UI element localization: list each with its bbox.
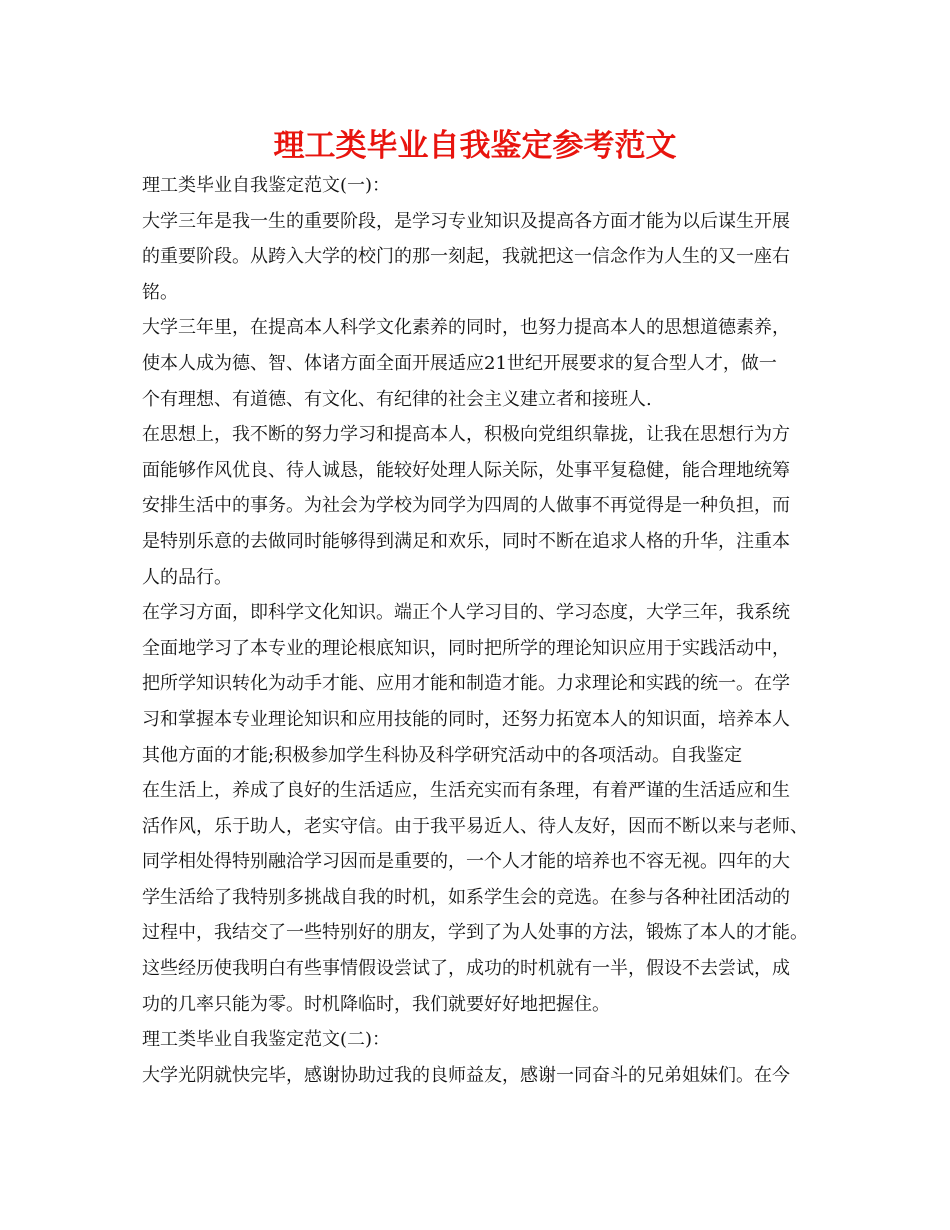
text-line: 全面地学习了本专业的理论根底知识，同时把所学的理论知识应用于实践活动中， (142, 637, 790, 659)
text-line: 学生活给了我特别多挑战自我的时机，如系学生会的竞选。在参与各种社团活动的 (142, 886, 790, 908)
text-line: 把所学知识转化为动手才能、应用才能和制造才能。力求理论和实践的统一。在学 (142, 673, 790, 695)
text-line: 个有理想、有道德、有文化、有纪律的社会主义建立者和接班人. (142, 388, 652, 410)
text-line: 活作风，乐于助人，老实守信。由于我平易近人、待人友好，因而不断以来与老师、 (142, 815, 808, 837)
document-body (142, 168, 832, 1093)
text-line: 其他方面的才能;积极参加学生科协及科学研究活动中的各项活动。自我鉴定 (142, 744, 743, 766)
text-line: 功的几率只能为零。时机降临时，我们就要好好地把握住。 (142, 993, 610, 1015)
text-line: 在思想上，我不断的努力学习和提高本人，积极向党组织靠拢，让我在思想行为方 (142, 424, 790, 446)
text-line: 同学相处得特别融洽学习因而是重要的，一个人才能的培养也不容无视。四年的大 (142, 851, 790, 873)
text-line: 的重要阶段。从跨入大学的校门的那一刻起，我就把这一信念作为人生的又一座右 (142, 246, 790, 268)
text-line: 在生活上，养成了良好的生活适应，生活充实而有条理，有着严谨的生活适应和生 (142, 780, 790, 802)
text-line: 在学习方面，即科学文化知识。端正个人学习目的、学习态度，大学三年，我系统 (142, 602, 790, 624)
text-line: 使本人成为德、智、体诸方面全面开展适应21世纪开展要求的复合型人才，做一 (142, 352, 777, 374)
text-line: 人的品行。 (142, 566, 232, 588)
text-line: 理工类毕业自我鉴定范文(二)： (142, 1029, 391, 1051)
text-line: 理工类毕业自我鉴定范文(一)： (142, 175, 391, 196)
text-line: 大学三年里，在提高本人科学文化素养的同时，也努力提高本人的思想道德素养， (142, 317, 790, 339)
text-line: 大学三年是我一生的重要阶段，是学习专业知识及提高各方面才能为以后谋生开展 (142, 210, 790, 232)
text-line: 面能够作风优良、待人诚恳，能较好处理人际关际，处事平复稳健，能合理地统筹 (142, 459, 790, 481)
text-line: 安排生活中的事务。为社会为学校为同学为四周的人做事不再觉得是一种负担，而 (142, 495, 790, 517)
document-title: 理工类毕业自我鉴定参考范文 (273, 128, 677, 164)
text-line: 过程中，我结交了一些特别好的朋友，学到了为人处事的方法，锻炼了本人的才能。 (142, 922, 808, 944)
text-line: 这些经历使我明白有些事情假设尝试了，成功的时机就有一半，假设不去尝试，成 (142, 958, 790, 980)
text-line: 习和掌握本专业理论知识和应用技能的同时，还努力拓宽本人的知识面，培养本人 (142, 708, 790, 730)
text-line: 是特别乐意的去做同时能够得到满足和欢乐，同时不断在追求人格的升华，注重本 (142, 530, 790, 552)
text-line: 大学光阴就快完毕，感谢协助过我的良师益友，感谢一同奋斗的兄弟姐妹们。在今 (142, 1064, 790, 1086)
text-line: 铭。 (142, 281, 178, 303)
